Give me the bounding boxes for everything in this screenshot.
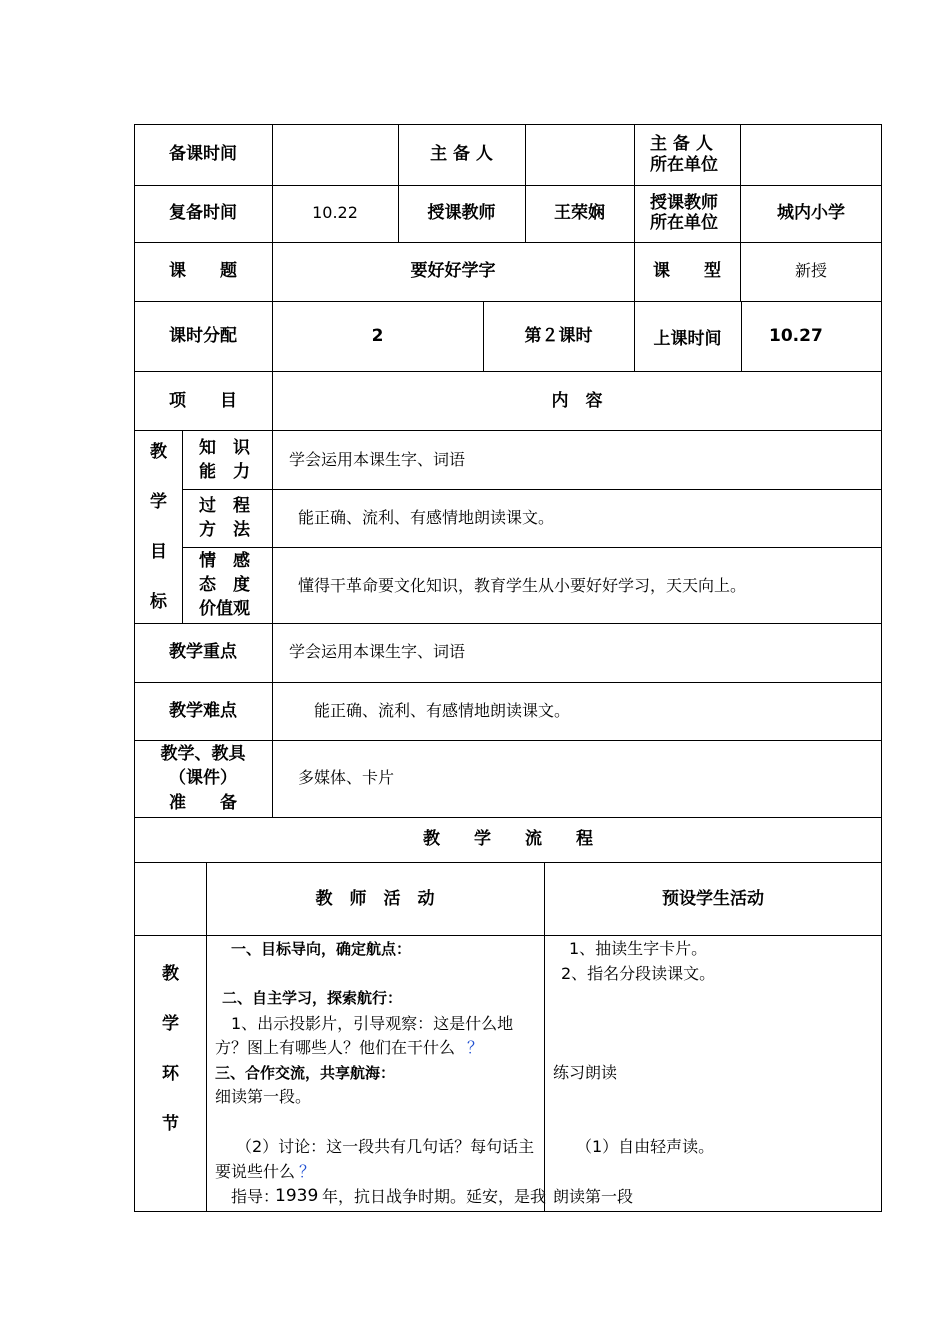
col-divider xyxy=(525,124,526,242)
teacher-line: 细读第一段。 xyxy=(215,1087,312,1106)
col-divider xyxy=(544,862,545,1212)
row-divider xyxy=(134,242,882,243)
row-divider xyxy=(134,301,882,302)
type-value: 新授 xyxy=(794,261,827,280)
teacher-line: 指导： xyxy=(231,1187,280,1206)
teacher-label: 授课教师 xyxy=(427,203,496,223)
main-preparer-unit-label: 主 备 人 xyxy=(650,134,713,154)
teacher-line: （2）讨论：这一段共有几句话？每句话主 xyxy=(236,1137,535,1156)
item-label: 项 目 xyxy=(169,391,237,411)
objective-label: 能 力 xyxy=(199,462,250,482)
section-char: 学 xyxy=(162,1014,179,1034)
teacher-unit-value: 城内小学 xyxy=(777,203,845,223)
student-line: 2、指名分段读课文。 xyxy=(561,964,716,983)
row-divider xyxy=(134,430,882,431)
type-label: 课 型 xyxy=(653,261,721,281)
objectives-group-char: 目 xyxy=(150,542,167,562)
hours-label: 课时分配 xyxy=(169,326,237,346)
col-divider xyxy=(272,124,273,817)
row-divider xyxy=(134,935,882,936)
difficulty-label: 教学难点 xyxy=(169,701,237,721)
hours-value: 2 xyxy=(371,326,384,346)
objective-label: 方 法 xyxy=(199,520,250,540)
objective-text: 能正确、流利、有感情地朗读课文。 xyxy=(298,508,555,527)
teacher-unit-label: 所在单位 xyxy=(650,213,718,233)
topic-label: 课 题 xyxy=(169,261,237,281)
teacher-line: 年，抗日战争时期。延安，是我 xyxy=(322,1187,547,1206)
row-divider xyxy=(134,682,882,683)
row-divider xyxy=(134,862,882,863)
flow-title: 教 学 流 程 xyxy=(423,829,593,849)
objectives-group-char: 学 xyxy=(150,492,167,512)
tools-text: 多媒体、卡片 xyxy=(298,768,395,787)
col-divider xyxy=(206,862,207,1212)
col-divider xyxy=(398,124,399,242)
section-char: 节 xyxy=(162,1114,179,1134)
objective-label: 知 识 xyxy=(199,438,250,458)
teacher-value: 王荣娴 xyxy=(554,203,605,223)
review-time-value: 10.22 xyxy=(312,203,358,222)
key-point-label: 教学重点 xyxy=(169,642,237,662)
difficulty-text: 能正确、流利、有感情地朗读课文。 xyxy=(314,701,571,720)
teacher-line: 要说些什么 xyxy=(215,1162,296,1181)
student-line: 练习朗读 xyxy=(553,1063,618,1082)
row-divider xyxy=(134,623,882,624)
teacher-activity-header: 教 师 活 动 xyxy=(315,889,435,909)
objective-label: 价值观 xyxy=(199,599,250,619)
key-point-text: 学会运用本课生字、词语 xyxy=(289,642,466,661)
teacher-line: ？ xyxy=(467,1038,484,1057)
teacher-line: 一、目标导向，确定航点： xyxy=(231,940,412,958)
objectives-group-char: 标 xyxy=(150,592,167,612)
objectives-group-char: 教 xyxy=(150,442,167,462)
teacher-line: ？ xyxy=(299,1162,316,1181)
row-divider xyxy=(134,185,882,186)
row-divider xyxy=(182,547,882,548)
student-line: 1、抽读生字卡片。 xyxy=(569,939,708,958)
objective-label: 情 感 xyxy=(199,551,250,571)
class-time-label: 上课时间 xyxy=(653,329,722,349)
tools-label: 教学、教具 xyxy=(160,744,246,764)
teacher-line: 1、出示投影片，引导观察：这是什么地 xyxy=(231,1014,514,1033)
student-line: （1）自由轻声读。 xyxy=(576,1137,715,1156)
teacher-line: 1939 xyxy=(275,1186,319,1206)
student-line: 朗读第一段 xyxy=(553,1187,634,1206)
row-divider xyxy=(182,489,882,490)
tools-label: （课件） xyxy=(169,768,237,788)
student-activity-header: 预设学生活动 xyxy=(662,889,764,909)
main-preparer-unit-label: 所在单位 xyxy=(650,155,718,175)
col-divider xyxy=(741,301,742,371)
col-divider xyxy=(182,430,183,623)
class-time-value: 10.27 xyxy=(769,326,823,346)
teacher-line: 二、自主学习，探索航行： xyxy=(222,989,403,1007)
objective-label: 过 程 xyxy=(199,496,250,516)
content-label: 内 容 xyxy=(551,391,603,411)
tools-label: 准 备 xyxy=(169,793,237,813)
teacher-line: 三、合作交流，共享航海： xyxy=(215,1064,396,1082)
lesson-number: 第２课时 xyxy=(524,326,593,346)
section-char: 环 xyxy=(162,1064,179,1084)
teacher-unit-label: 授课教师 xyxy=(650,193,718,213)
objective-text: 懂得干革命要文化知识，教育学生从小要好好学习，天天向上。 xyxy=(298,576,747,595)
teacher-line: 方？图上有哪些人？他们在干什么 xyxy=(215,1038,456,1057)
prep-time-label: 备课时间 xyxy=(169,144,237,164)
row-divider xyxy=(134,371,882,372)
review-time-label: 复备时间 xyxy=(169,203,237,223)
objective-text: 学会运用本课生字、词语 xyxy=(289,450,466,469)
section-char: 教 xyxy=(162,964,179,984)
objective-label: 态 度 xyxy=(199,575,250,595)
row-divider xyxy=(134,817,882,818)
row-divider xyxy=(134,740,882,741)
main-preparer-label: 主 备 人 xyxy=(430,144,493,164)
topic-value: 要好好学字 xyxy=(410,261,496,281)
